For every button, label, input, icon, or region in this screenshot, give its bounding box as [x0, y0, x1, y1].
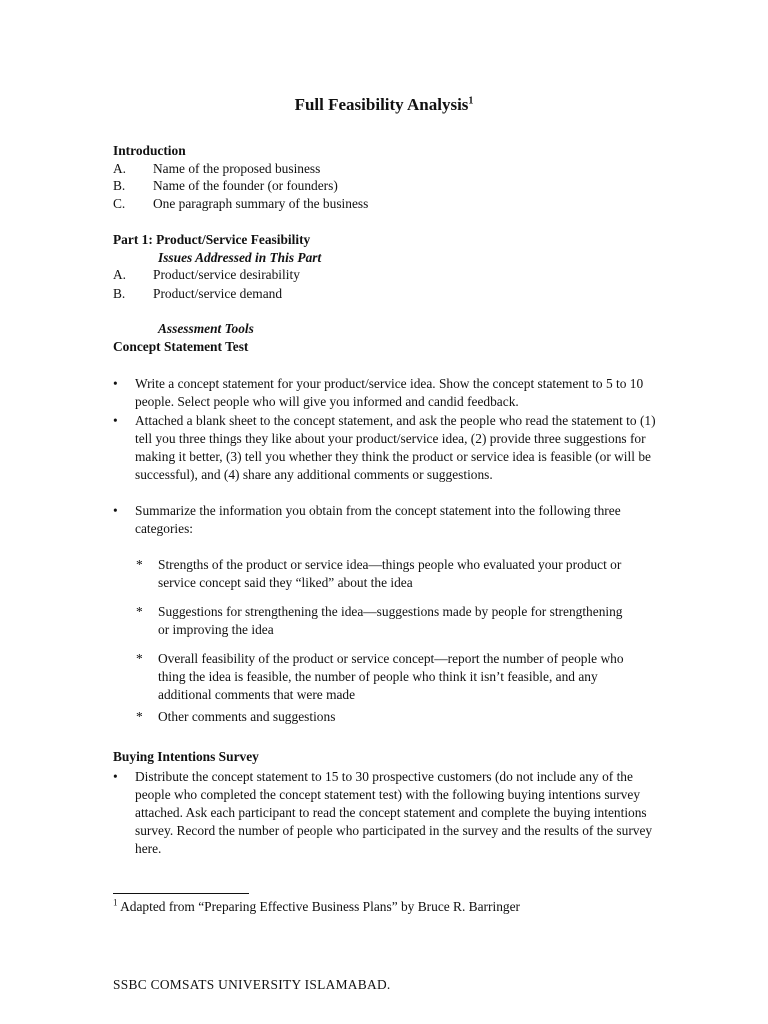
page-footer: SSBC COMSATS UNIVERSITY ISLAMABAD. — [113, 977, 391, 992]
category-item-2 — [136, 603, 636, 639]
star-marker: * — [136, 557, 143, 572]
bullet-text: Distribute the concept statement to 15 to 30 prospective customers (do not include any of the people who completed the concept statement test) with the following buying intentions survey attached. Ask each participant to read the concept statement and complete the buying intentions survey. Record the number of people who participated in the survey and the results of the survey here. — [135, 769, 653, 856]
category-text: Strengths of the product or service idea—things people who evaluated your product or service concept said they “liked” about the idea — [158, 557, 622, 590]
concept-bullet-2 — [113, 412, 658, 484]
category-text: Overall feasibility of the product or service concept—report the number of people who thing the idea is feasible, the number of people who think it isn’t feasible, and any additional comments that were made — [158, 651, 624, 702]
intro-item-letter: C. — [113, 196, 126, 211]
concept-bullet-1 — [113, 375, 658, 411]
category-item-4 — [136, 708, 636, 726]
footnote-text: Adapted from “Preparing Effective Business Plans” by Bruce R. Barringer — [117, 899, 520, 914]
star-marker: * — [136, 709, 143, 724]
part1-item-letter: B. — [113, 286, 126, 301]
bullet-marker: • — [113, 503, 118, 518]
page-title — [0, 94, 768, 116]
bullet-marker: • — [113, 413, 118, 428]
bullet-text: Write a concept statement for your product/service idea. Show the concept statement to 5 to 10 people. Select people who will give you informed and candid feedback. — [135, 376, 644, 409]
title-footnote-mark: 1 — [468, 95, 474, 107]
part1-heading: Part 1: Product/Service Feasibility — [113, 232, 311, 247]
buying-survey-heading: Buying Intentions Survey — [113, 749, 259, 764]
intro-item-letter: A. — [113, 161, 127, 176]
title-text: Full Feasibility Analysis — [294, 95, 469, 114]
star-marker: * — [136, 651, 143, 666]
bullet-text: Attached a blank sheet to the concept statement, and ask the people who read the statement to (1) tell you three things they like about your product/service idea, (2) provide three suggestions for making it better, (3) tell you whether they think the product or service idea is feasible (or will be successful), and (4) share any additional comments or suggestions. — [135, 413, 656, 482]
concept-bullet-3 — [113, 502, 658, 538]
issues-heading: Issues Addressed in This Part — [158, 250, 322, 265]
footnote — [113, 898, 520, 916]
bullet-marker: • — [113, 769, 118, 784]
category-item-1 — [136, 556, 636, 592]
category-text: Other comments and suggestions — [158, 709, 336, 724]
footnote-mark: 1 — [113, 897, 118, 908]
intro-item-b — [113, 177, 338, 195]
part1-item-text: Product/service demand — [153, 286, 283, 301]
intro-item-c — [113, 195, 368, 213]
part1-item-letter: A. — [113, 267, 127, 282]
part1-item-b — [113, 285, 282, 303]
concept-test-heading: Concept Statement Test — [113, 339, 249, 354]
intro-item-text: Name of the proposed business — [153, 161, 321, 176]
part1-item-text: Product/service desirability — [153, 267, 300, 282]
tools-heading: Assessment Tools — [158, 321, 254, 336]
intro-item-a — [113, 160, 320, 178]
bullet-marker: • — [113, 376, 118, 391]
footnote-separator — [113, 893, 249, 894]
category-item-3 — [136, 650, 636, 704]
intro-item-text: Name of the founder (or founders) — [153, 178, 338, 193]
intro-item-text: One paragraph summary of the business — [153, 196, 369, 211]
survey-bullet-1 — [113, 768, 658, 858]
category-text: Suggestions for strengthening the idea—suggestions made by people for strengthening or improving the idea — [158, 604, 623, 637]
part1-item-a — [113, 266, 300, 284]
introduction-heading: Introduction — [113, 143, 186, 158]
intro-item-letter: B. — [113, 178, 126, 193]
star-marker: * — [136, 604, 143, 619]
bullet-text: Summarize the information you obtain from the concept statement into the following three categories: — [135, 503, 621, 536]
